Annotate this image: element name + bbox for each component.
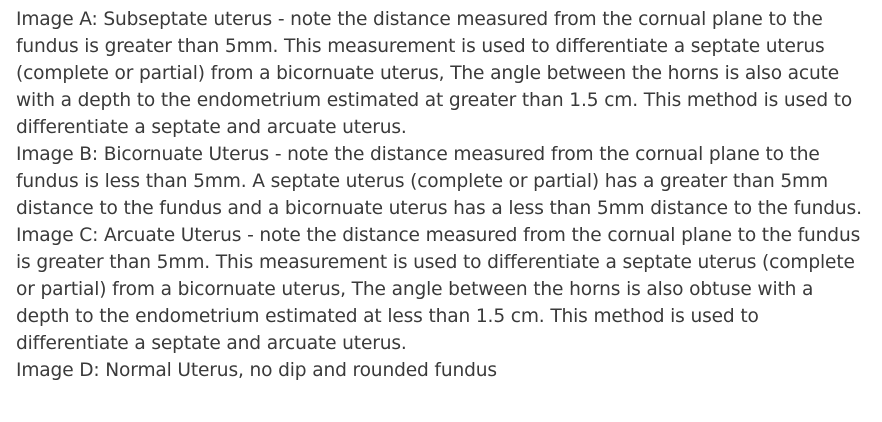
- caption-image-b: Image B: Bicornuate Uterus - note the distance measured from the cornual plane to the fundus is less than 5mm. A septate uterus (complete or partial) has a greater than 5mm distance to the fundus and a bicornuate uterus has a less than 5mm distance to the fundus.: [16, 144, 862, 219]
- caption-text-block: [16, 6, 872, 384]
- caption-image-c: Image C: Arcuate Uterus - note the distance measured from the cornual plane to the fundus is greater than 5mm. This measurement is used to differentiate a septate uterus (complete or partial) from a bicornuate uterus, The angle between the horns is also obtuse with a depth to the endometrium estimated at less than 1.5 cm. This method is used to differentiate a septate and arcuate uterus.: [16, 225, 861, 354]
- caption-image-d: Image D: Normal Uterus, no dip and rounded fundus: [16, 360, 497, 381]
- caption-image-a: Image A: Subseptate uterus - note the distance measured from the cornual plane to the fundus is greater than 5mm. This measurement is used to differentiate a septate uterus (complete or partial) from a bicornuate uterus, The angle between the horns is also acute with a depth to the endometrium estimated at greater than 1.5 cm. This method is used to differentiate a septate and arcuate uterus.: [16, 9, 853, 138]
